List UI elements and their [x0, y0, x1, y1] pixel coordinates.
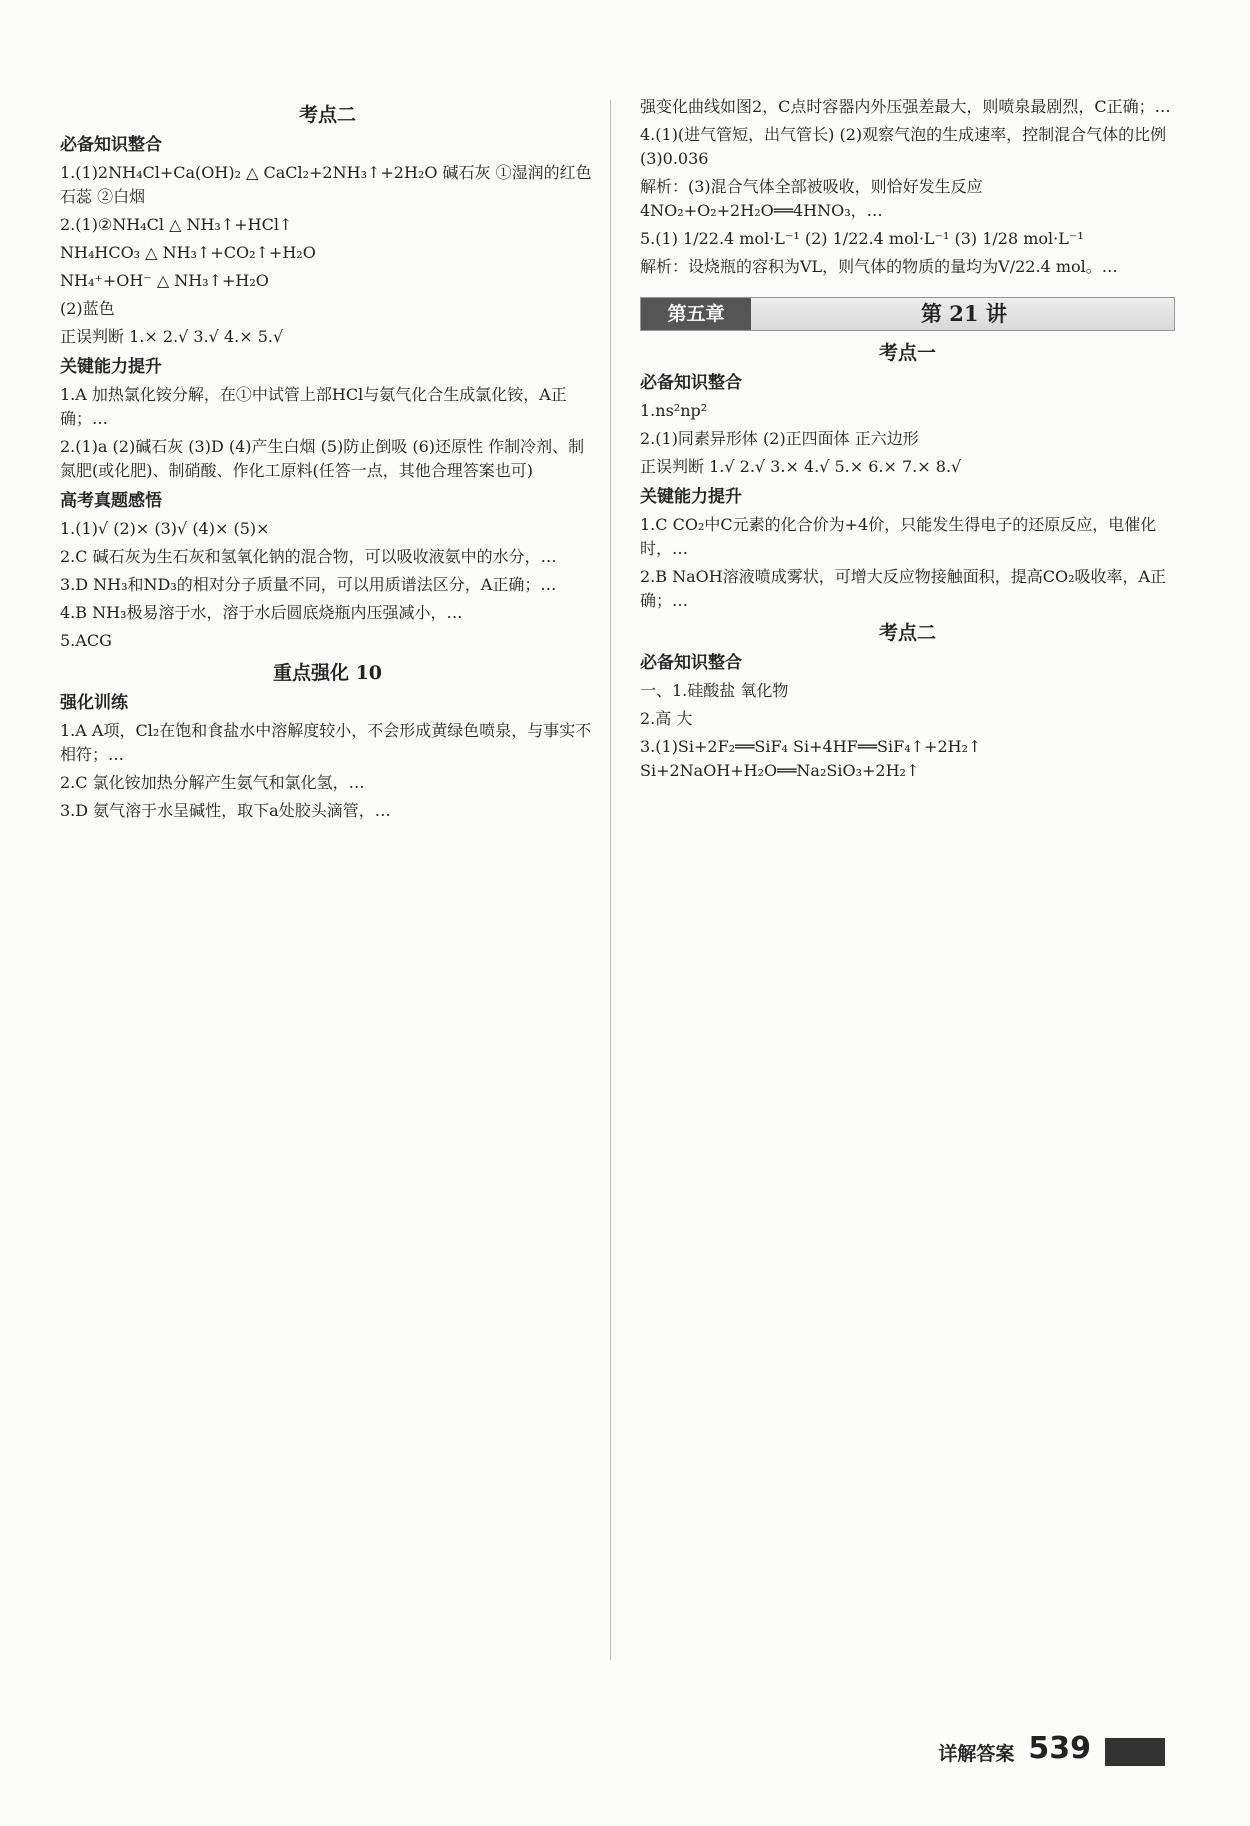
lecture-label: 第 21 讲 — [921, 301, 1007, 326]
subsection-title: 必备知识整合 — [60, 135, 162, 155]
answer-line: 5.ACG — [60, 631, 112, 650]
answer-line: NH₄HCO₃ △ NH₃↑+CO₂↑+H₂O — [60, 243, 316, 262]
answer-line: 1.(1)√ (2)× (3)√ (4)× (5)× — [60, 519, 270, 538]
answer-line: 强变化曲线如图2，C点时容器内外压强差最大，则喷泉最剧烈，C正确；… — [640, 97, 1171, 116]
true-false-line: 正误判断 1.× 2.√ 3.√ 4.× 5.√ — [60, 327, 284, 346]
answer-line: 2.(1)同素异形体 (2)正四面体 正六边形 — [640, 429, 919, 448]
subsection-title: 必备知识整合 — [640, 373, 742, 393]
answer-line: 4.(1)(进气管短，出气管长) (2)观察气泡的生成速率，控制混合气体的比例 (3)0.036 — [640, 125, 1167, 168]
page-number: 539 — [1028, 1731, 1091, 1766]
answer-line: 解析：(3)混合气体全部被吸收，则恰好发生反应4NO₂+O₂+2H₂O══4HNO₃，… — [640, 177, 983, 220]
answer-line: 3.D NH₃和ND₃的相对分子质量不同，可以用质谱法区分，A正确；… — [60, 575, 557, 594]
answer-line: 1.A A项，Cl₂在饱和食盐水中溶解度较小，不会形成黄绿色喷泉，与事实不相符；… — [60, 721, 592, 764]
answer-line: 2.B NaOH溶液喷成雾状，可增大反应物接触面积，提高CO₂吸收率，A正确；… — [640, 567, 1167, 610]
answer-line: 3.D 氨气溶于水呈碱性，取下a处胶头滴管，… — [60, 801, 391, 820]
chapter-banner — [640, 297, 1175, 331]
answer-line: 1.ns²np² — [640, 401, 708, 420]
section-title: 考点二 — [878, 622, 936, 644]
answer-line: 2.高 大 — [640, 709, 693, 728]
answer-line: 5.(1) 1/22.4 mol·L⁻¹ (2) 1/22.4 mol·L⁻¹ (3) 1/28 mol·L⁻¹ — [640, 229, 1084, 248]
answer-line: (2)蓝色 — [60, 299, 115, 318]
right-column — [640, 95, 1175, 787]
subsection-title: 关键能力提升 — [60, 357, 162, 377]
subsection-title: 强化训练 — [60, 693, 128, 713]
answer-line: 解析：设烧瓶的容积为VL，则气体的物质的量均为V/22.4 mol。… — [640, 257, 1118, 276]
true-false-line: 正误判断 1.√ 2.√ 3.× 4.√ 5.× 6.× 7.× 8.√ — [640, 457, 962, 476]
answer-line: 1.(1)2NH₄Cl+Ca(OH)₂ △ CaCl₂+2NH₃↑+2H₂O 碱石灰 ①湿润的红色石蕊 ②白烟 — [60, 163, 592, 206]
answer-line: 2.(1)②NH₄Cl △ NH₃↑+HCl↑ — [60, 215, 293, 234]
footer-label: 详解答案 — [938, 1743, 1015, 1765]
section-title: 考点二 — [298, 104, 356, 126]
section-title: 考点一 — [878, 342, 936, 364]
column-divider — [610, 100, 611, 1660]
answer-line: 1.A 加热氯化铵分解，在①中试管上部HCl与氨气化合生成氯化铵，A正确；… — [60, 385, 567, 428]
answer-line: 一、1.硅酸盐 氧化物 — [640, 681, 789, 700]
answer-line: 3.(1)Si+2F₂══SiF₄ Si+4HF══SiF₄↑+2H₂↑ Si+2NaOH+H₂O══Na₂SiO₃+2H₂↑ — [640, 737, 982, 780]
chapter-label: 第五章 — [641, 298, 751, 330]
subsection-title: 高考真题感悟 — [60, 491, 162, 511]
page-footer — [938, 1731, 1165, 1766]
subsection-title: 必备知识整合 — [640, 653, 742, 673]
answer-line: 2.(1)a (2)碱石灰 (3)D (4)产生白烟 (5)防止倒吸 (6)还原性 作制冷剂、制氮肥(或化肥)、制硝酸、作化工原料(任答一点，其他合理答案也可) — [60, 437, 585, 480]
answer-line: 1.C CO₂中C元素的化合价为+4价，只能发生得电子的还原反应，电催化时，… — [640, 515, 1157, 558]
answer-line: 2.C 氯化铵加热分解产生氨气和氯化氢，… — [60, 773, 365, 792]
answer-line: 4.B NH₃极易溶于水，溶于水后圆底烧瓶内压强减小，… — [60, 603, 463, 622]
section-title: 重点强化 10 — [272, 662, 383, 684]
answer-line: NH₄⁺+OH⁻ △ NH₃↑+H₂O — [60, 271, 269, 290]
subsection-title: 关键能力提升 — [640, 487, 742, 507]
footer-bar — [1105, 1738, 1165, 1766]
left-column — [60, 95, 595, 827]
answer-line: 2.C 碱石灰为生石灰和氢氧化钠的混合物，可以吸收液氨中的水分，… — [60, 547, 557, 566]
